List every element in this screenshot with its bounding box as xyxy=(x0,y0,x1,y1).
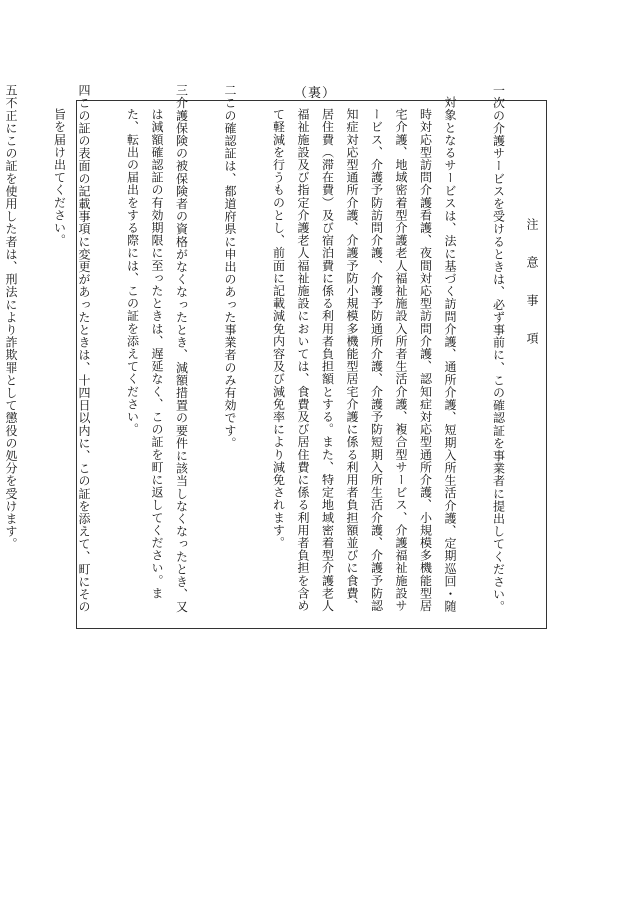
item-text: 次の介護サービスを受けるときは、必ず事前に、この確認証を事業者に提出してください。 xyxy=(491,96,506,614)
notice-heading: 注 意 事 項 xyxy=(525,218,539,351)
item-number: 二 xyxy=(223,84,237,97)
notice-item-4 xyxy=(23,84,96,622)
item-number: 三 xyxy=(174,84,189,97)
notice-item-1-detail xyxy=(242,96,462,622)
notice-item-5 xyxy=(0,84,23,622)
item-text: この確認証は、都道府県に申出のあった事業者のみ有効です。 xyxy=(223,96,237,450)
item-number: 五 xyxy=(4,84,18,97)
notice-box xyxy=(4,84,547,629)
page-side-label: （裏） xyxy=(293,86,336,101)
notice-item-2 xyxy=(194,84,243,622)
item-text: この証の表面の記載事項に変更があったときは、十四日以内に、この証を添えて、町にその旨を届け出てください。 xyxy=(52,96,91,614)
item-text: 介護保険の被保険者の資格がなくなったとき、減額措置の要件に該当しなくなったとき、又は減額確認証の有効期限に至ったときは、遅延なく、この証を町に返してください。また、転出の届出をする際には、この証を添えてください。 xyxy=(125,96,189,614)
notice-item-1 xyxy=(462,84,511,622)
item-text: 対象となるサービスは、法に基づく訪問介護、通所介護、短期入所生活介護、定期巡回・随時対応型訪問介護看護、夜間対応型訪問介護、認知症対応型通所介護、小規模多機能型居宅介護、地域密着型介護老人福祉施設入所者生活介護、複合型サービス、介護福祉施設サービス、介護予防訪問介護、介護予防通所介護、介護予防短期入所生活介護、介護予防認知症対応型通所介護、介護予防小規模多機能型居宅介護に係る利用者負担額並びに食費、居住費（滞在費）及び宿泊費に係る利用者負担額とする。また、特定地域密着型介護老人福祉施設及び指定介護老人福祉施設においては、食費及び居住費に係る利用者負担を含めて軽減を行うものとし、前面に記載減免内容及び減免率により減免されます。 xyxy=(271,96,457,613)
item-text: 不正にこの証を使用した者は、刑法により詐欺罪として懲役の処分を受けます。 xyxy=(4,96,18,551)
notice-item-3 xyxy=(96,84,194,622)
item-number: 四 xyxy=(77,84,91,97)
item-number: 一 xyxy=(491,84,506,97)
notice-text-column xyxy=(0,84,544,622)
